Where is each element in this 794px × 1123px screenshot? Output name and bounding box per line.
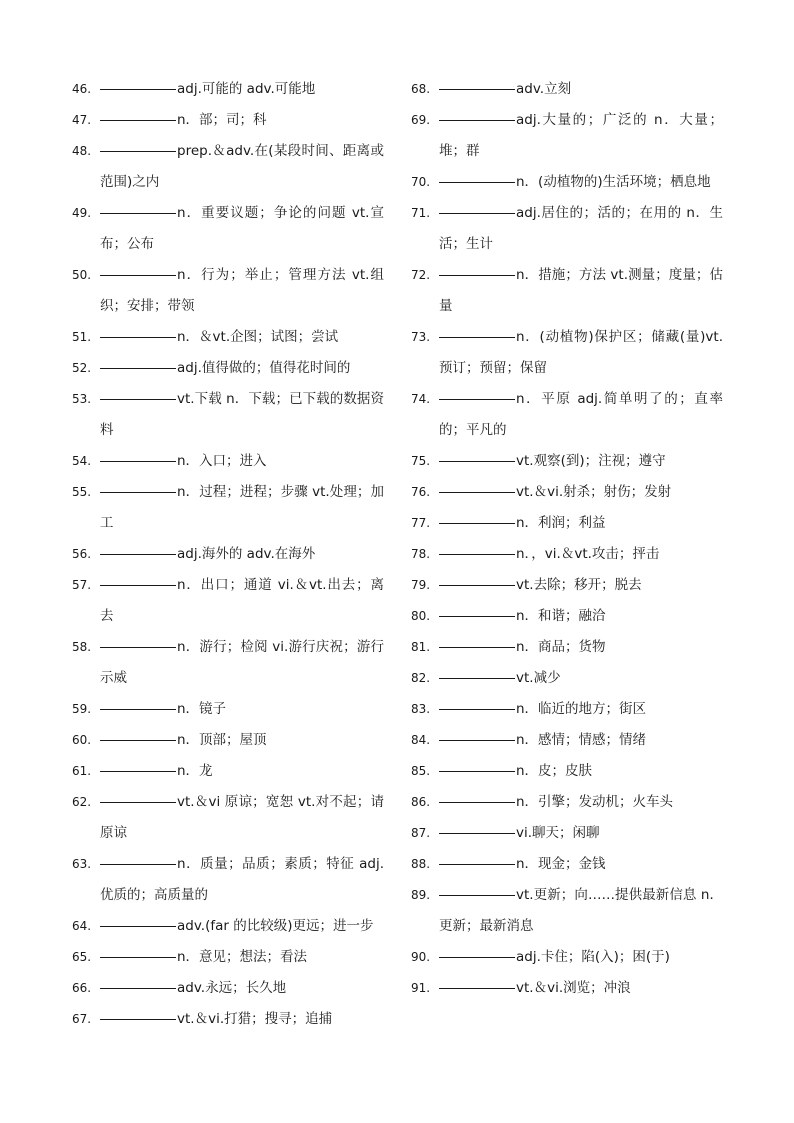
item-definition: n．重要议题；争论的问题 vt.宣布；公布 <box>100 205 384 252</box>
item-entry <box>100 632 384 694</box>
answer-blank[interactable] <box>100 119 176 121</box>
item-number: 86. <box>411 795 431 809</box>
item-definition: adj.卡住；陷(入)；困(于) <box>516 949 670 965</box>
item-number: 54. <box>72 454 92 468</box>
item-number: 83. <box>411 702 431 716</box>
vocab-item-51 <box>72 322 384 353</box>
item-number: 88. <box>411 857 431 871</box>
item-entry <box>100 198 384 260</box>
item-entry <box>100 1004 384 1035</box>
item-entry <box>439 787 723 818</box>
item-definition: n．利润；利益 <box>516 515 606 531</box>
answer-blank[interactable] <box>100 336 176 338</box>
item-entry <box>439 167 723 198</box>
item-definition: n．商品；货物 <box>516 639 606 655</box>
item-number: 79. <box>411 578 431 592</box>
item-number: 89. <box>411 888 431 902</box>
vocab-item-55 <box>72 477 384 539</box>
item-entry <box>100 570 384 632</box>
answer-blank[interactable] <box>439 770 515 772</box>
answer-blank[interactable] <box>439 119 515 121</box>
item-number: 76. <box>411 485 431 499</box>
vocab-item-72 <box>411 260 723 322</box>
item-definition: n．(动植物的)生活环境；栖息地 <box>516 174 711 190</box>
item-number: 90. <box>411 950 431 964</box>
vocab-item-70 <box>411 167 723 198</box>
vocab-item-67 <box>72 1004 384 1035</box>
answer-blank[interactable] <box>439 832 515 834</box>
item-number: 50. <box>72 268 92 282</box>
vocab-item-91 <box>411 973 723 1004</box>
item-definition: n．顶部；屋顶 <box>177 732 267 748</box>
answer-blank[interactable] <box>439 491 515 493</box>
vocab-item-85 <box>411 756 723 787</box>
item-definition: n．，vi.＆vt.攻击；抨击 <box>516 546 660 562</box>
vocab-item-58 <box>72 632 384 694</box>
item-definition: n．措施；方法 vt.测量；度量；估量 <box>439 267 723 314</box>
item-number: 51. <box>72 330 92 344</box>
item-definition: vt.减少 <box>516 670 561 686</box>
item-number: 55. <box>72 485 92 499</box>
item-number: 49. <box>72 206 92 220</box>
vocab-item-78 <box>411 539 723 570</box>
item-definition: adj.海外的 adv.在海外 <box>177 546 316 562</box>
item-entry <box>439 601 723 632</box>
vocab-item-46 <box>72 74 384 105</box>
item-definition: n．引擎；发动机；火车头 <box>516 794 674 810</box>
item-number: 70. <box>411 175 431 189</box>
answer-blank[interactable] <box>439 708 515 710</box>
item-number: 65. <box>72 950 92 964</box>
item-entry <box>439 756 723 787</box>
answer-blank[interactable] <box>100 646 176 648</box>
item-number: 63. <box>72 857 92 871</box>
vocab-item-57 <box>72 570 384 632</box>
item-definition: n．部；司；科 <box>177 112 267 128</box>
item-entry <box>439 973 723 1004</box>
item-entry <box>100 911 384 942</box>
answer-blank[interactable] <box>439 863 515 865</box>
item-definition: vt.＆vi.浏览；冲浪 <box>516 980 631 996</box>
item-entry <box>439 632 723 663</box>
answer-blank[interactable] <box>439 646 515 648</box>
vocab-item-71 <box>411 198 723 260</box>
answer-blank[interactable] <box>100 770 176 772</box>
answer-blank[interactable] <box>100 274 176 276</box>
item-number: 69. <box>411 113 431 127</box>
item-definition: n．和谐；融洽 <box>516 608 606 624</box>
answer-blank[interactable] <box>439 677 515 679</box>
answer-blank[interactable] <box>439 88 515 90</box>
item-entry <box>439 322 723 384</box>
item-number: 67. <box>72 1012 92 1026</box>
item-entry <box>439 198 723 260</box>
item-entry <box>439 508 723 539</box>
item-number: 47. <box>72 113 92 127</box>
item-definition: n．出口；通道 vi.＆vt.出去；离去 <box>100 577 384 624</box>
vocab-item-87 <box>411 818 723 849</box>
item-entry <box>439 725 723 756</box>
answer-blank[interactable] <box>100 553 176 555</box>
item-number: 81. <box>411 640 431 654</box>
answer-blank[interactable] <box>100 801 176 803</box>
item-definition: n．镜子 <box>177 701 227 717</box>
vocab-item-63 <box>72 849 384 911</box>
answer-blank[interactable] <box>100 367 176 369</box>
vocab-item-68 <box>411 74 723 105</box>
item-entry <box>439 74 723 105</box>
vocab-item-74 <box>411 384 723 446</box>
answer-blank[interactable] <box>100 88 176 90</box>
vocab-item-64 <box>72 911 384 942</box>
answer-blank[interactable] <box>439 584 515 586</box>
item-number: 48. <box>72 144 92 158</box>
vocab-item-52 <box>72 353 384 384</box>
answer-blank[interactable] <box>439 987 515 989</box>
item-definition: n．临近的地方；街区 <box>516 701 647 717</box>
vocab-item-90 <box>411 942 723 973</box>
item-definition: adv.立刻 <box>516 81 572 97</box>
item-entry <box>100 725 384 756</box>
item-entry <box>100 353 384 384</box>
vocab-item-48 <box>72 136 384 198</box>
answer-blank[interactable] <box>100 460 176 462</box>
answer-blank[interactable] <box>439 181 515 183</box>
item-definition: n．游行；检阅 vi.游行庆祝；游行示威 <box>100 639 384 686</box>
item-definition: vt.＆vi.打猎；搜寻；追捕 <box>177 1011 333 1027</box>
item-entry <box>100 942 384 973</box>
vocab-item-82 <box>411 663 723 694</box>
item-number: 56. <box>72 547 92 561</box>
item-number: 71. <box>411 206 431 220</box>
item-definition: n．入口；进入 <box>177 453 267 469</box>
item-definition: adj.值得做的；值得花时间的 <box>177 360 351 376</box>
item-number: 59. <box>72 702 92 716</box>
item-number: 68. <box>411 82 431 96</box>
vocab-item-84 <box>411 725 723 756</box>
item-number: 82. <box>411 671 431 685</box>
item-number: 87. <box>411 826 431 840</box>
item-definition: n．感情；情感；情绪 <box>516 732 647 748</box>
vocab-item-76 <box>411 477 723 508</box>
item-number: 73. <box>411 330 431 344</box>
item-definition: n．＆vt.企图；试图；尝试 <box>177 329 339 345</box>
item-entry <box>439 663 723 694</box>
right-column <box>411 74 723 1004</box>
item-number: 52. <box>72 361 92 375</box>
item-definition: vt.更新；向……提供最新信息 n．更新；最新消息 <box>439 887 723 934</box>
item-number: 75. <box>411 454 431 468</box>
item-definition: adv.(far 的比较级)更远；进一步 <box>177 918 374 934</box>
answer-blank[interactable] <box>100 1018 176 1020</box>
item-definition: prep.＆adv.在(某段时间、距离或范围)之内 <box>100 143 384 190</box>
vocab-item-69 <box>411 105 723 167</box>
vocab-item-81 <box>411 632 723 663</box>
answer-blank[interactable] <box>439 615 515 617</box>
item-definition: n．(动植物)保护区；储藏(量)vt.预订；预留；保留 <box>439 329 723 376</box>
item-entry <box>439 880 723 942</box>
item-definition: vt.去除；移开；脱去 <box>516 577 642 593</box>
item-number: 74. <box>411 392 431 406</box>
item-entry <box>100 136 384 198</box>
item-entry <box>100 477 384 539</box>
vocab-item-56 <box>72 539 384 570</box>
item-entry <box>439 818 723 849</box>
answer-blank[interactable] <box>100 739 176 741</box>
vocab-item-77 <box>411 508 723 539</box>
vocab-item-53 <box>72 384 384 446</box>
item-definition: vi.聊天；闲聊 <box>516 825 600 841</box>
vocab-item-54 <box>72 446 384 477</box>
item-number: 64. <box>72 919 92 933</box>
vocab-item-88 <box>411 849 723 880</box>
vocab-item-83 <box>411 694 723 725</box>
vocab-item-86 <box>411 787 723 818</box>
item-number: 91. <box>411 981 431 995</box>
item-definition: adj.居住的；活的；在用的 n．生活；生计 <box>439 205 723 252</box>
item-definition: vt.＆vi.射杀；射伤；发射 <box>516 484 672 500</box>
item-entry <box>100 694 384 725</box>
answer-blank[interactable] <box>439 739 515 741</box>
vocab-item-62 <box>72 787 384 849</box>
item-number: 84. <box>411 733 431 747</box>
item-number: 66. <box>72 981 92 995</box>
item-entry <box>439 570 723 601</box>
vocab-item-73 <box>411 322 723 384</box>
item-number: 72. <box>411 268 431 282</box>
answer-blank[interactable] <box>439 553 515 555</box>
answer-blank[interactable] <box>439 522 515 524</box>
item-entry <box>100 384 384 446</box>
item-number: 58. <box>72 640 92 654</box>
answer-blank[interactable] <box>439 398 515 400</box>
item-entry <box>100 260 384 322</box>
item-definition: vt.下载 n．下载；已下载的数据资料 <box>100 391 384 438</box>
vocab-item-61 <box>72 756 384 787</box>
item-entry <box>100 105 384 136</box>
answer-blank[interactable] <box>100 925 176 927</box>
item-entry <box>439 105 723 167</box>
item-number: 77. <box>411 516 431 530</box>
item-entry <box>100 756 384 787</box>
item-entry <box>439 539 723 570</box>
item-entry <box>100 446 384 477</box>
answer-blank[interactable] <box>100 584 176 586</box>
item-entry <box>439 384 723 446</box>
item-entry <box>100 74 384 105</box>
item-definition: n．过程；进程；步骤 vt.处理；加工 <box>100 484 384 531</box>
answer-blank[interactable] <box>439 212 515 214</box>
item-number: 80. <box>411 609 431 623</box>
answer-blank[interactable] <box>439 274 515 276</box>
item-number: 61. <box>72 764 92 778</box>
left-column <box>72 74 384 1035</box>
item-definition: vt.观察(到)；注视；遵守 <box>516 453 666 469</box>
item-number: 62. <box>72 795 92 809</box>
answer-blank[interactable] <box>439 956 515 958</box>
vocab-item-49 <box>72 198 384 260</box>
answer-blank[interactable] <box>100 708 176 710</box>
item-number: 85. <box>411 764 431 778</box>
vocab-item-60 <box>72 725 384 756</box>
vocab-item-47 <box>72 105 384 136</box>
item-definition: adj.大量的；广泛的 n．大量；堆；群 <box>439 112 723 159</box>
item-definition: n．行为；举止；管理方法 vt.组织；安排；带领 <box>100 267 384 314</box>
item-entry <box>439 477 723 508</box>
item-number: 60. <box>72 733 92 747</box>
item-definition: n．皮；皮肤 <box>516 763 593 779</box>
answer-blank[interactable] <box>100 987 176 989</box>
answer-blank[interactable] <box>100 863 176 865</box>
item-definition: adv.永远；长久地 <box>177 980 287 996</box>
answer-blank[interactable] <box>100 398 176 400</box>
vocab-item-79 <box>411 570 723 601</box>
item-entry <box>100 539 384 570</box>
item-number: 57. <box>72 578 92 592</box>
answer-blank[interactable] <box>439 801 515 803</box>
item-entry <box>439 260 723 322</box>
item-entry <box>100 787 384 849</box>
answer-blank[interactable] <box>439 894 515 896</box>
item-entry <box>439 694 723 725</box>
vocab-item-75 <box>411 446 723 477</box>
answer-blank[interactable] <box>100 956 176 958</box>
answer-blank[interactable] <box>439 460 515 462</box>
answer-blank[interactable] <box>100 491 176 493</box>
vocab-item-59 <box>72 694 384 725</box>
item-entry <box>439 446 723 477</box>
item-entry <box>100 973 384 1004</box>
vocab-item-50 <box>72 260 384 322</box>
vocab-item-80 <box>411 601 723 632</box>
item-definition: adj.可能的 adv.可能地 <box>177 81 316 97</box>
answer-blank[interactable] <box>439 336 515 338</box>
item-number: 46. <box>72 82 92 96</box>
item-number: 78. <box>411 547 431 561</box>
item-entry <box>439 849 723 880</box>
item-entry <box>439 942 723 973</box>
answer-blank[interactable] <box>100 150 176 152</box>
item-entry <box>100 849 384 911</box>
item-number: 53. <box>72 392 92 406</box>
vocab-item-65 <box>72 942 384 973</box>
item-entry <box>100 322 384 353</box>
item-definition: n．龙 <box>177 763 213 779</box>
item-definition: n．意见；想法；看法 <box>177 949 308 965</box>
vocab-item-66 <box>72 973 384 1004</box>
vocab-item-89 <box>411 880 723 942</box>
item-definition: n．质量；品质；素质；特征 adj.优质的；高质量的 <box>100 856 384 903</box>
answer-blank[interactable] <box>100 212 176 214</box>
item-definition: n．平原 adj.简单明了的；直率的；平凡的 <box>439 391 723 438</box>
item-definition: n．现金；金钱 <box>516 856 606 872</box>
item-definition: vt.＆vi 原谅；宽恕 vt.对不起；请原谅 <box>100 794 384 841</box>
